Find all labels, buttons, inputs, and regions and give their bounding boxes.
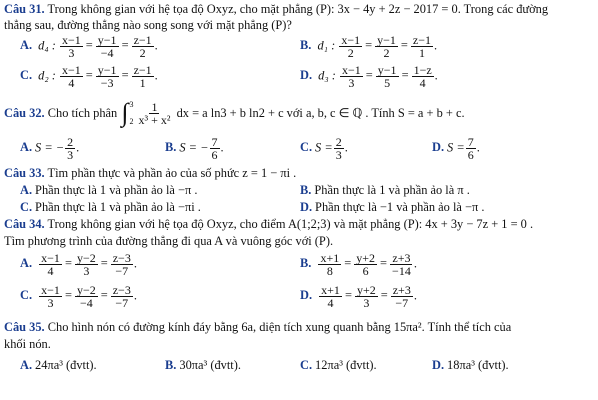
fraction: $\frac{y-1}{-3}$ xyxy=(97,63,117,90)
fraction: $\frac{x-1}{3}$ xyxy=(62,33,81,60)
q35-option-d[interactable]: D. 18πa³ (đvtt). xyxy=(432,358,509,372)
q31-option-b[interactable]: B. d₁ : $\frac{x-1}{2}$ = $\frac{y-1}{2}$ = $\frac{z-1}{1}$ . xyxy=(300,33,438,60)
q33-option-c[interactable]: C. Phần thực là 1 và phần ảo là −πi . xyxy=(20,200,201,214)
fraction: $\frac{z-1}{2}$ xyxy=(133,33,152,60)
q34-option-c[interactable]: C. $\frac{x-1}{3}$ = $\frac{y-2}{-4}$ = $\frac{z-3}{-7}$ . xyxy=(20,283,137,310)
q35-option-a[interactable]: A. 24πa³ (đvtt). xyxy=(20,358,97,372)
q34-option-b[interactable]: B. $\frac{x+1}{8}$ = $\frac{y+2}{6}$ = $\frac{z+3}{-14}$ . xyxy=(300,251,417,278)
q34-text: Trong không gian với hệ tọa độ Oxyz, cho điểm A(1;2;3) và mặt phẳng (P): 4x + 3y − 7z + 1 = 0 . xyxy=(47,217,534,231)
fraction: $\frac{x-1}{2}$ xyxy=(341,33,361,60)
q35-stem-2: khối nón. xyxy=(4,337,51,351)
q32-option-c[interactable]: C. S = $\frac{2}{3}$ . xyxy=(300,135,348,162)
q33-option-a[interactable]: A. Phần thực là 1 và phần ảo là −π . xyxy=(20,183,198,197)
q32-option-b[interactable]: B. S = − $\frac{7}{6}$ . xyxy=(165,135,224,162)
option-letter: A. xyxy=(20,38,33,53)
q31-label: Câu 31. xyxy=(4,2,45,16)
q35-text: Cho hình nón có đường kính đáy bằng 6a, diện tích xung quanh bằng 15πa². Tính thể tích của xyxy=(47,320,512,334)
fraction: $\frac{y-1}{5}$ xyxy=(377,63,397,90)
fraction: $\frac{1-z}{4}$ xyxy=(413,63,432,90)
fraction: $\frac{z-1}{1}$ xyxy=(133,63,152,90)
fraction: $\frac{z-1}{1}$ xyxy=(412,33,431,60)
q31-stem-2: thẳng sau, đường thẳng nào song song với mặt phẳng (P)? xyxy=(4,18,292,32)
q32-text-post: dx = a ln3 + b ln2 + c với a, b, c ∈ ℚ . Tính S = a + b + c. xyxy=(176,106,465,120)
q33-stem xyxy=(4,166,594,180)
q32-text: Cho tích phân xyxy=(47,106,118,120)
option-letter: B. xyxy=(300,38,312,53)
q34-stem xyxy=(4,217,594,231)
q31-option-c[interactable]: C. d₂ : $\frac{x-1}{4}$ = $\frac{y-1}{-3}$ = $\frac{z-1}{1}$ . xyxy=(20,63,158,90)
q32-stem xyxy=(4,98,594,128)
q35-option-c[interactable]: C. 12πa³ (đvtt). xyxy=(300,358,377,372)
q31-stem xyxy=(4,2,594,16)
q35-label: Câu 35. xyxy=(4,320,45,334)
fraction: $\frac{y-1}{-4}$ xyxy=(97,33,117,60)
q31-option-a[interactable]: A. d₄ : $\frac{x-1}{3}$ = $\frac{y-1}{-4}$ = $\frac{z-1}{2}$ . xyxy=(20,33,158,60)
q33-text: Tìm phần thực và phần ảo của số phức z = 1 − πi . xyxy=(47,166,297,180)
option-letter: D. xyxy=(300,68,313,83)
q33-option-d[interactable]: D. Phần thực là −1 và phần ảo là −π . xyxy=(300,200,485,214)
fraction: $\frac{x-1}{4}$ xyxy=(62,63,81,90)
q33-option-b[interactable]: B. Phần thực là 1 và phần ảo là π . xyxy=(300,183,470,197)
fraction: $\frac{x-1}{3}$ xyxy=(342,63,361,90)
q32-option-d[interactable]: D. S = $\frac{7}{6}$ . xyxy=(432,135,480,162)
fraction: $\frac{y-1}{2}$ xyxy=(377,33,396,60)
line-name: d₁ : xyxy=(317,38,336,53)
q32-option-a[interactable]: A. S = − $\frac{2}{3}$ . xyxy=(20,135,80,162)
integral: ∫ 3 2 $\frac{1}{\text{x³ + x²}}$ xyxy=(121,98,171,127)
q34-option-d[interactable]: D. $\frac{x+1}{4}$ = $\frac{y+2}{3}$ = $\frac{z+3}{-7}$ . xyxy=(300,283,417,310)
q32-label: Câu 32. xyxy=(4,106,45,120)
q34-stem-2: Tìm phương trình của đường thẳng đi qua A và vuông góc với (P). xyxy=(4,234,334,248)
q33-label: Câu 33. xyxy=(4,166,45,180)
line-name: d₃ : xyxy=(318,68,336,83)
q34-label: Câu 34. xyxy=(4,217,45,231)
line-name: d₂ : xyxy=(38,68,56,83)
q31-text: Trong không gian với hệ tọa độ Oxyz, cho mặt phẳng (P): 3x − 4y + 2z − 2017 = 0. Trong các đường xyxy=(47,2,549,16)
q35-stem xyxy=(4,320,594,334)
q34-option-a[interactable]: A. $\frac{x-1}{4}$ = $\frac{y-2}{3}$ = $\frac{z-3}{-7}$ . xyxy=(20,251,137,278)
q35-option-b[interactable]: B. 30πa³ (đvtt). xyxy=(165,358,241,372)
q31-option-d[interactable]: D. d₃ : $\frac{x-1}{3}$ = $\frac{y-1}{5}$ = $\frac{1-z}{4}$ . xyxy=(300,63,438,90)
line-name: d₄ : xyxy=(38,38,56,53)
option-letter: C. xyxy=(20,68,33,83)
